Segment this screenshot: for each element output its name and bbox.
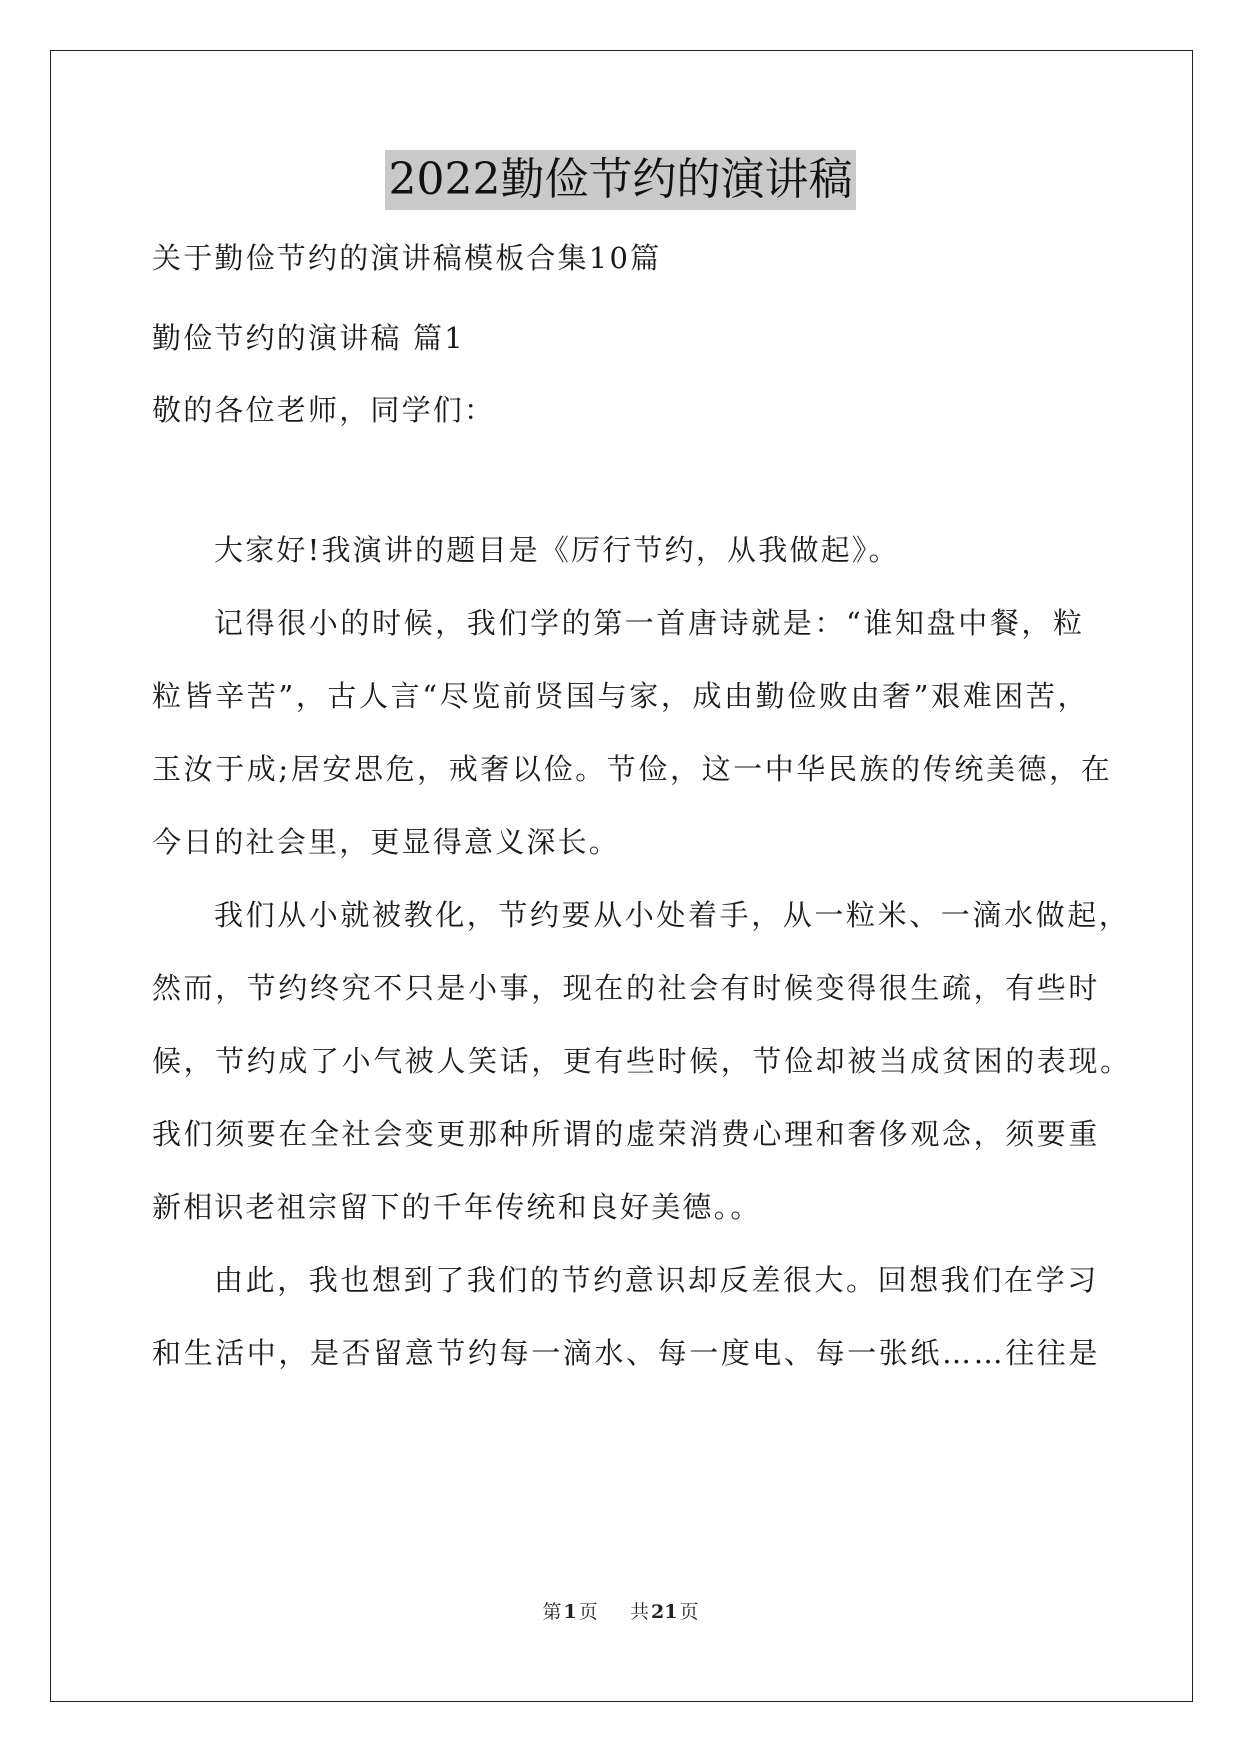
paragraph-line: 粒皆辛苦”，古人言“尽览前贤国与家，成由勤俭败由奢”艰难困苦， <box>152 679 1090 713</box>
document-title: 2022勤俭节约的演讲稿 <box>385 150 857 210</box>
page-border <box>50 50 1193 1702</box>
paragraph-line: 然而，节约终究不只是小事，现在的社会有时候变得很生疏，有些时 <box>152 971 1101 1005</box>
paragraph-line: 我们从小就被教化，节约要从小处着手，从一粒米、一滴水做起， <box>214 898 1131 932</box>
subtitle-line: 关于勤俭节约的演讲稿模板合集10篇 <box>152 241 662 275</box>
page-number: 第 1 页 <box>542 1601 598 1623</box>
page-footer <box>0 1597 1241 1624</box>
paragraph-line: 今日的社会里，更显得意义深长。 <box>152 825 621 859</box>
paragraph-line: 和生活中，是否留意节约每一滴水、每一度电、每一张纸……往往是 <box>152 1336 1101 1370</box>
paragraph-line: 新相识老祖宗留下的千年传统和良好美德。。 <box>152 1190 762 1224</box>
paragraph-line: 由此，我也想到了我们的节约意识却反差很大。回想我们在学习 <box>214 1263 1099 1297</box>
title-container <box>0 150 1241 210</box>
paragraph-line: 玉汝于成;居安思危，戒奢以俭。节俭，这一中华民族的传统美德，在 <box>152 752 1113 786</box>
paragraph-line: 我们须要在全社会变更那种所谓的虚荣消费心理和奢侈观念，须要重 <box>152 1117 1101 1151</box>
paragraph-line: 大家好!我演讲的题目是《厉行节约，从我做起》。 <box>214 533 900 567</box>
paragraph-line: 记得很小的时候，我们学的第一首唐诗就是：“谁知盘中餐，粒 <box>214 606 1085 640</box>
page-total: 共 21 页 <box>629 1601 699 1623</box>
salutation: 敬的各位老师，同学们： <box>152 393 496 427</box>
paragraph-line: 候，节约成了小气被人笑话，更有些时候，节俭却被当成贫困的表现。 <box>152 1044 1132 1078</box>
section-heading: 勤俭节约的演讲稿 篇1 <box>152 321 465 355</box>
